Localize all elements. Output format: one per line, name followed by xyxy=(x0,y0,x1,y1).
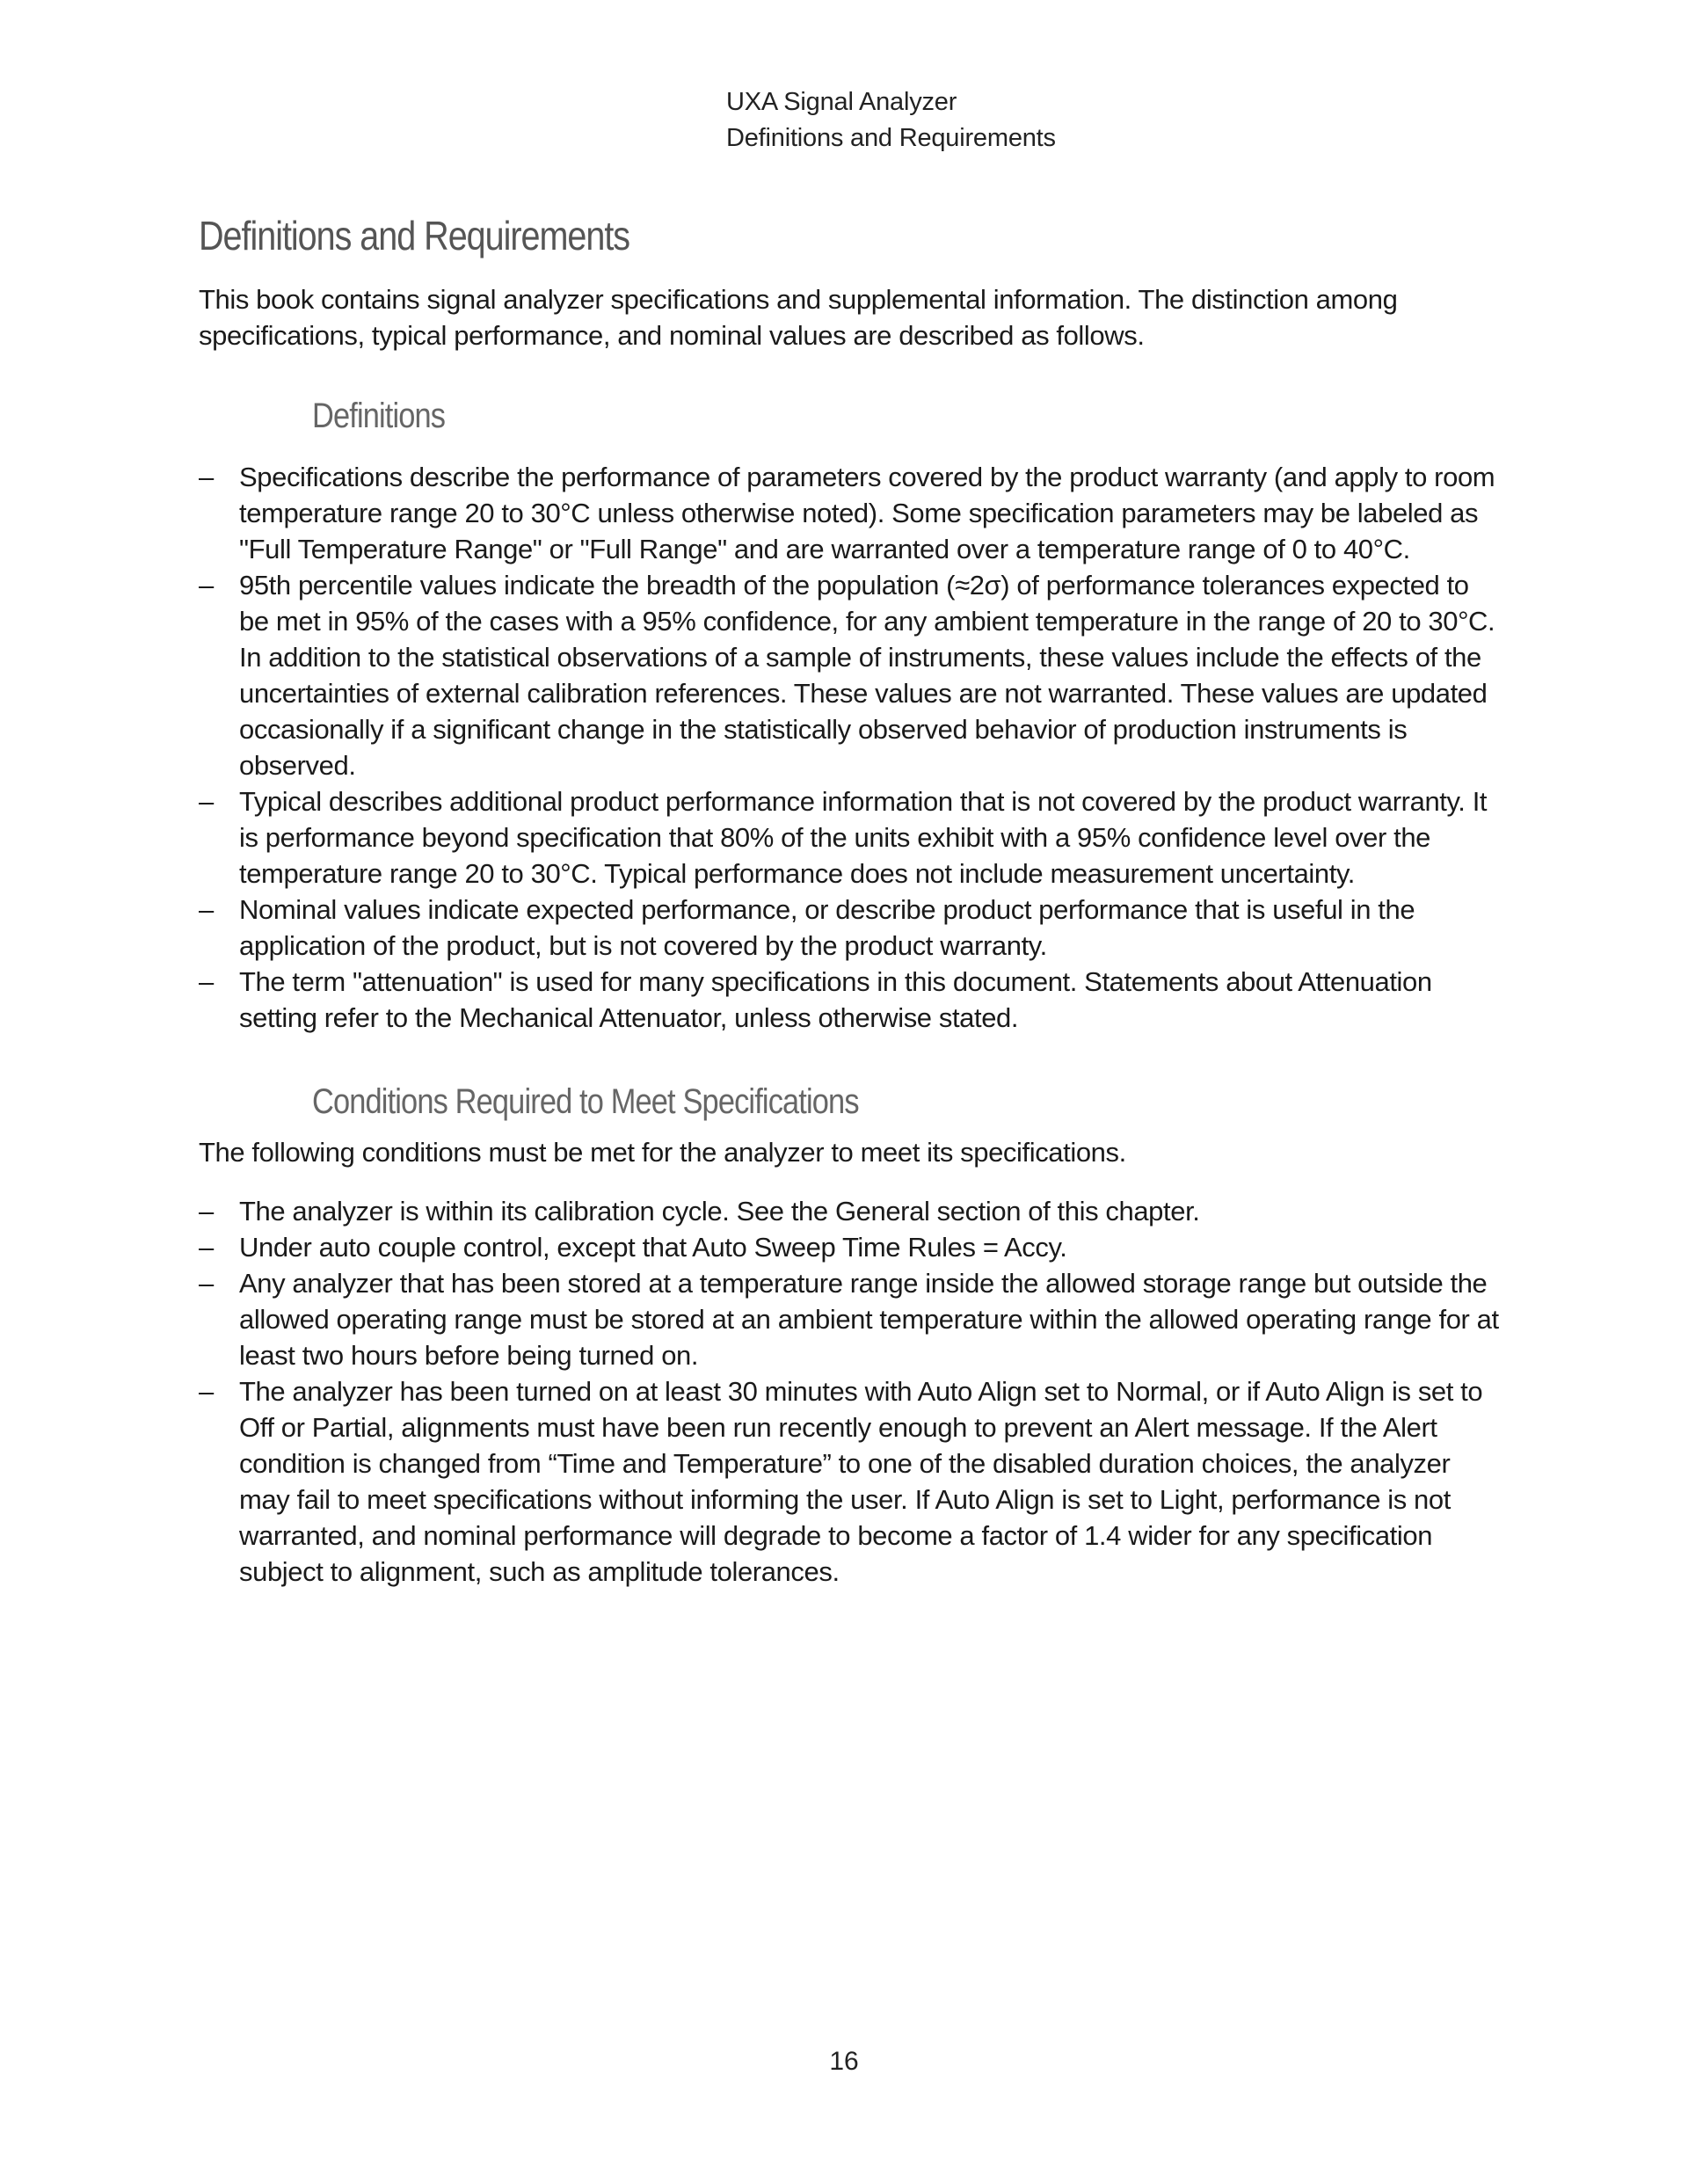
condition-item-auto-couple xyxy=(199,1229,1500,1265)
definition-text: Nominal values indicate expected performance, or describe product performance that is useful in the application of the product, but is not covered by the product warranty. xyxy=(239,894,1415,961)
condition-item-storage xyxy=(199,1265,1500,1373)
definition-text: The term "attenuation" is used for many specifications in this document. Statements about Attenuation setting refer to the Mechanical Attenuator, unless otherwise stated. xyxy=(239,966,1432,1033)
definition-item-nominal xyxy=(199,892,1500,964)
dash-bullet-icon: – xyxy=(199,1232,214,1263)
definition-text: Typical describes additional product performance information that is not covered by the product warranty. It is performance beyond specification that 80% of the units exhibit with a 95% confidence level over the temperature range 20 to 30°C. Typical performance does not include measurement uncertainty. xyxy=(239,786,1488,889)
definition-text: Specifications describe the performance of parameters covered by the product warranty (and apply to room temperature range 20 to 30°C unless otherwise noted). Some specification parameters may be labeled as "Full Temperature Range" or "Full Range" and are warranted over a temperature range of 0 to 40°C. xyxy=(239,462,1495,564)
definitions-heading: Definitions xyxy=(312,397,446,435)
condition-item-calibration xyxy=(199,1193,1500,1229)
dash-bullet-icon: – xyxy=(199,570,214,601)
dash-bullet-icon: – xyxy=(199,894,214,925)
dash-bullet-icon: – xyxy=(199,1268,214,1299)
running-header xyxy=(726,84,1056,157)
condition-text: The analyzer is within its calibration cycle. See the General section of this chapter. xyxy=(239,1196,1200,1227)
page-title: Definitions and Requirements xyxy=(199,213,630,258)
dash-bullet-icon: – xyxy=(199,966,214,997)
dash-bullet-icon: – xyxy=(199,786,214,817)
page-content xyxy=(199,209,1500,1590)
conditions-heading: Conditions Required to Meet Specifications xyxy=(312,1082,859,1121)
header-product-name: UXA Signal Analyzer xyxy=(726,88,957,116)
dash-bullet-icon: – xyxy=(199,462,214,492)
condition-item-warmup-alignment xyxy=(199,1373,1500,1590)
definitions-list xyxy=(199,459,1500,1036)
page-number: 16 xyxy=(829,2047,859,2076)
conditions-intro: The following conditions must be met for the analyzer to meet its specifications. xyxy=(199,1137,1126,1168)
definition-item-specifications xyxy=(199,459,1500,567)
conditions-list xyxy=(199,1193,1500,1590)
intro-paragraph: This book contains signal analyzer specifications and supplemental information. The distinction among specifications, typical performance, and nominal values are described as follows. xyxy=(199,284,1398,351)
definition-text: 95th percentile values indicate the breadth of the population (≈2σ) of performance tolerances expected to be met in 95% of the cases with a 95% confidence, for any ambient temperature in the range of 20 to 30°C. In addition to the statistical observations of a sample of instruments, these values include the effects of the uncertainties of external calibration references. These values are not warranted. These values are updated occasionally if a significant change in the statistically observed behavior of production instruments is observed. xyxy=(239,570,1495,781)
header-chapter-name: Definitions and Requirements xyxy=(726,124,1056,152)
dash-bullet-icon: – xyxy=(199,1376,214,1407)
definition-item-typical xyxy=(199,783,1500,892)
dash-bullet-icon: – xyxy=(199,1196,214,1227)
condition-text: Under auto couple control, except that Auto Sweep Time Rules = Accy. xyxy=(239,1232,1067,1263)
definition-item-95th-percentile xyxy=(199,567,1500,783)
condition-text: The analyzer has been turned on at least 30 minutes with Auto Align set to Normal, or if Auto Align is set to Off or Partial, alignments must have been run recently enough to prevent an Alert message. If the Alert condition is changed from “Time and Temperature” to one of the disabled duration choices, the analyzer may fail to meet specifications without informing the user. If Auto Align is set to Light, performance is not warranted, and nominal performance will degrade to become a factor of 1.4 wider for any specification subject to alignment, such as amplitude tolerances. xyxy=(239,1376,1483,1587)
condition-text: Any analyzer that has been stored at a temperature range inside the allowed storage range but outside the allowed operating range must be stored at an ambient temperature within the allowed operating range for at least two hours before being turned on. xyxy=(239,1268,1499,1371)
definition-item-attenuation xyxy=(199,964,1500,1036)
